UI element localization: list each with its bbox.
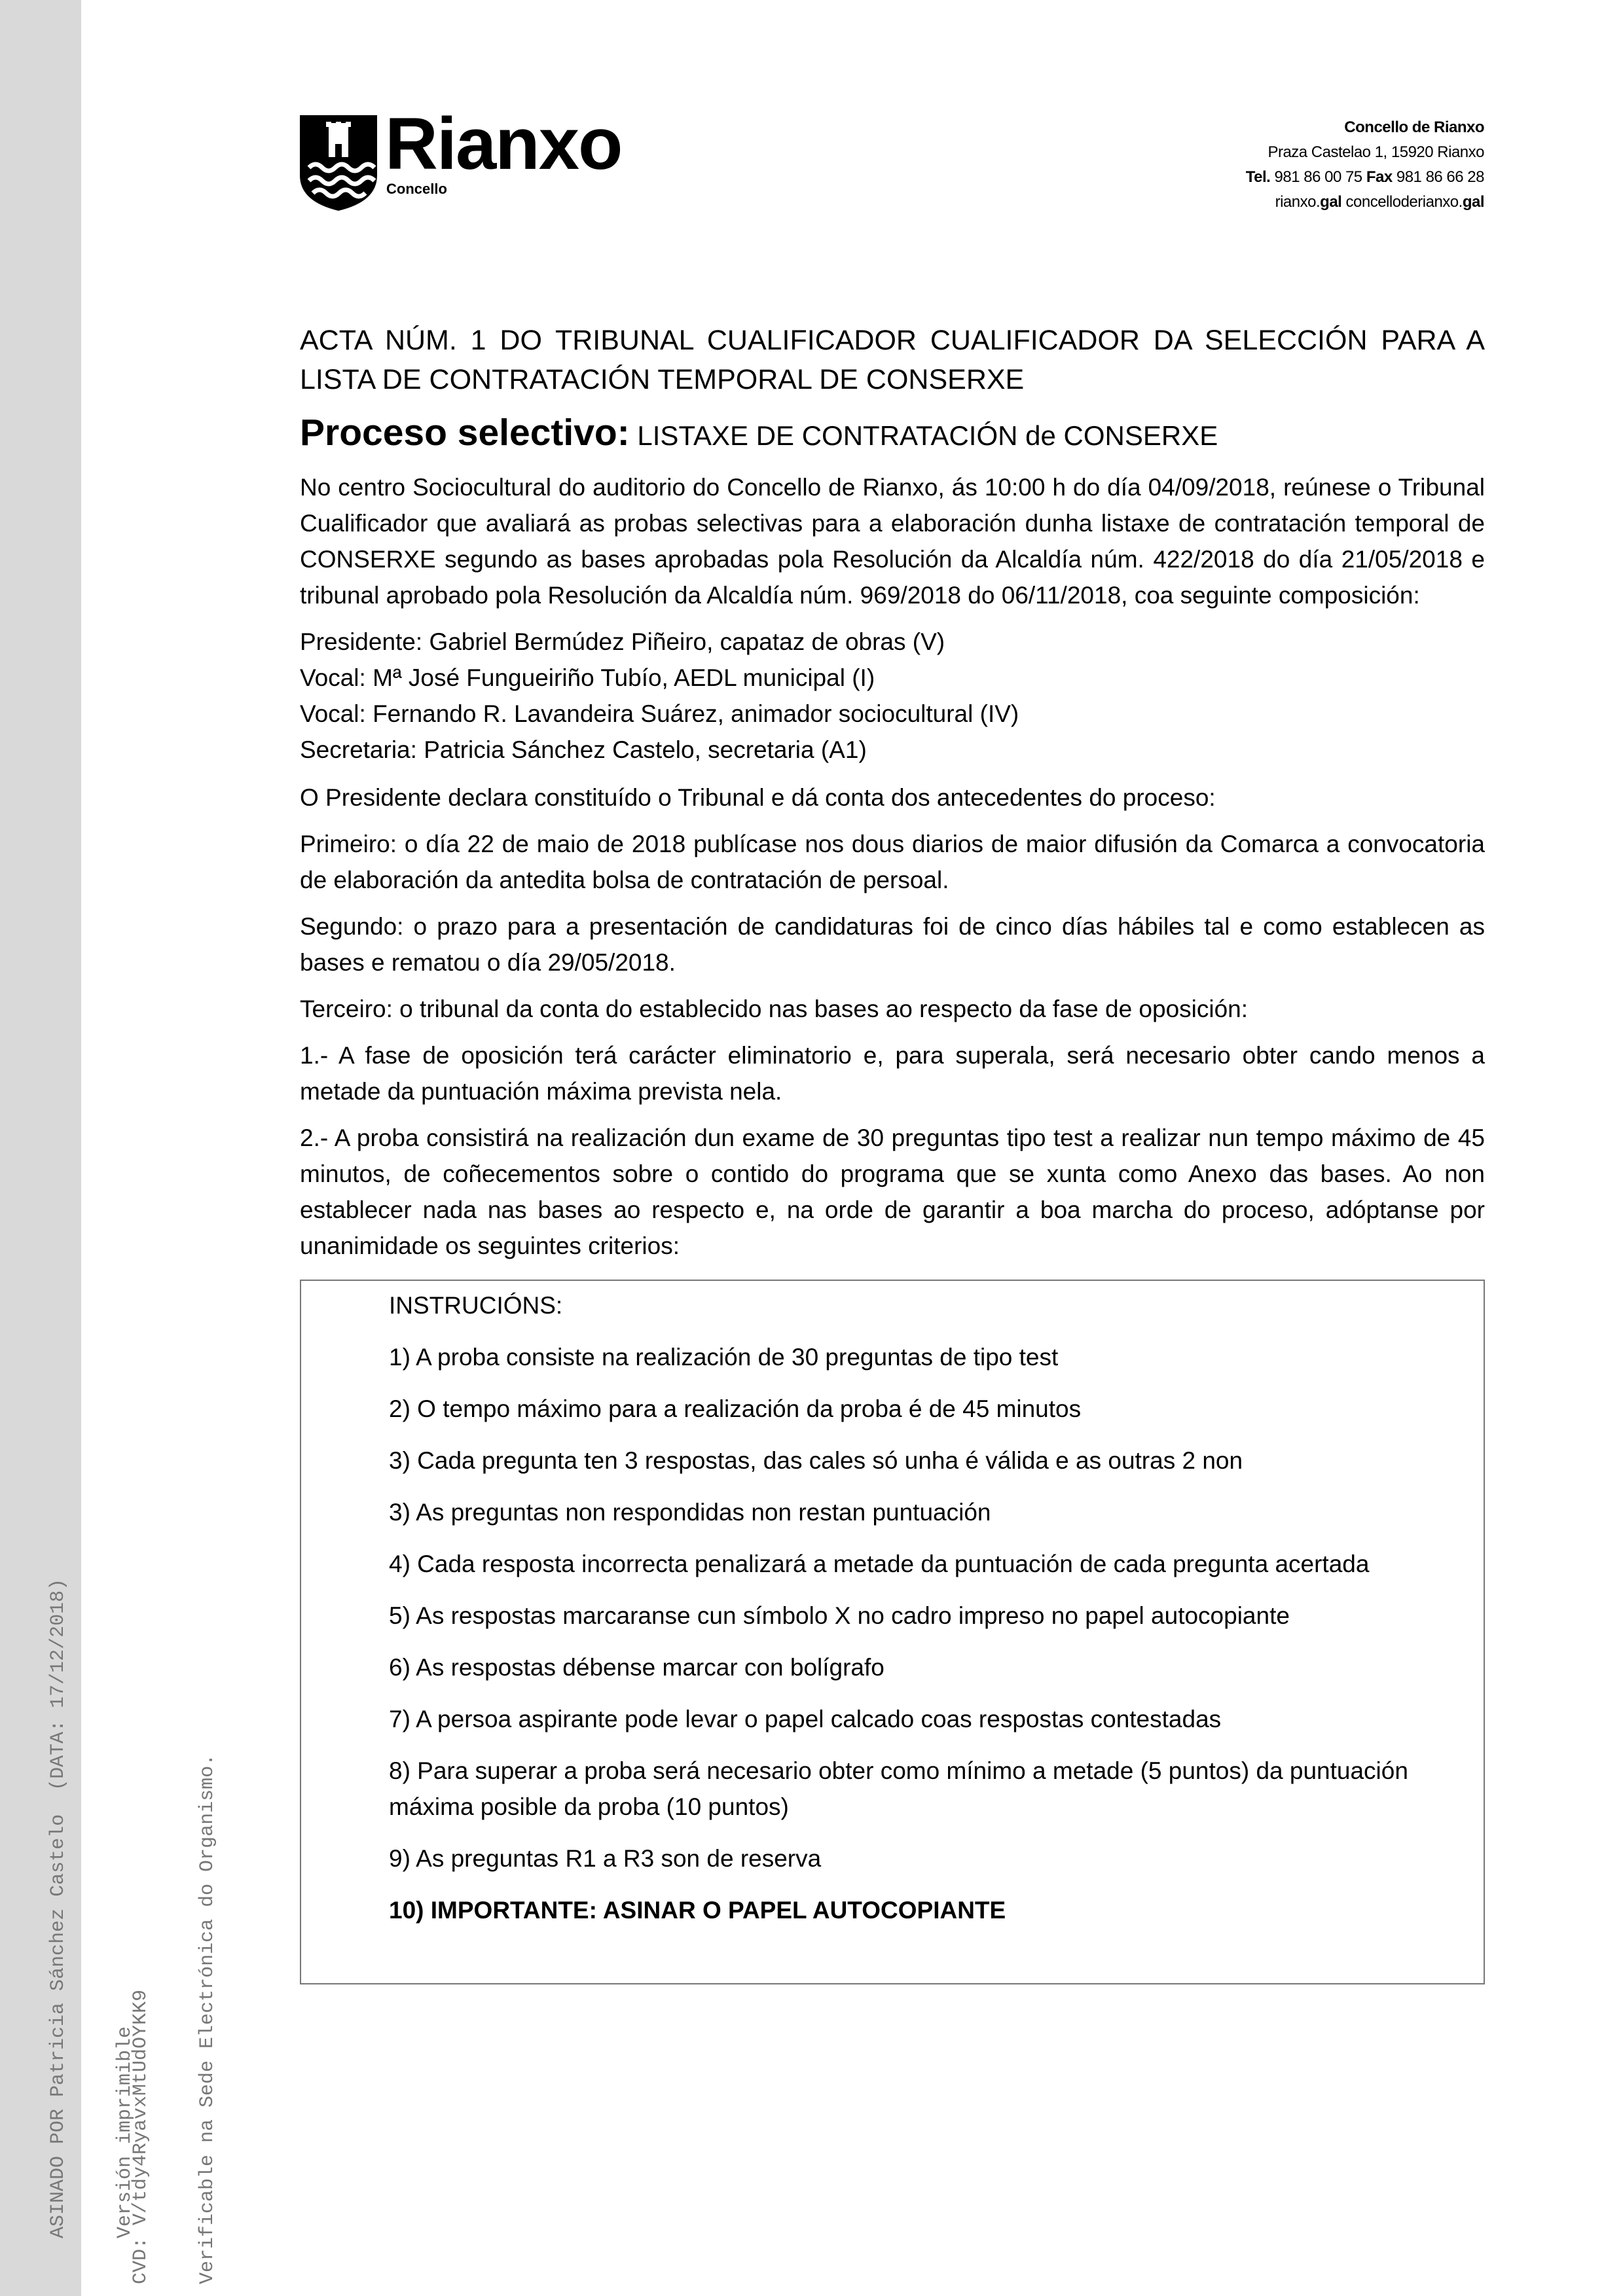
process-label: Proceso selectivo: bbox=[300, 412, 630, 454]
third-paragraph: Terceiro: o tribunal da conta do establecido nas bases ao respecto da fase de oposición: bbox=[300, 996, 1249, 1022]
signature-sidebar bbox=[0, 0, 219, 2296]
websites bbox=[1246, 190, 1484, 215]
instruction-item: 8) Para superar a proba será necesario obter como mínimo a metade (5 puntos) da puntuación máxima posible da proba (10 puntos) bbox=[389, 1757, 1408, 1820]
instruction-important: 10) IMPORTANTE: ASINAR O PAPEL AUTOCOPIANTE bbox=[389, 1897, 1006, 1924]
cvd-line: CVD: V/tdy4RyavxMtUdOYKK9 bbox=[130, 1989, 152, 2284]
instruction-item: 7) A persoa aspirante pode levar o papel calcado coas respostas contestadas bbox=[389, 1706, 1222, 1732]
logo-wordmark: Rianxo bbox=[385, 103, 622, 185]
website-2-tld[interactable]: gal bbox=[1462, 193, 1484, 211]
rianxo-logo bbox=[300, 103, 622, 211]
member-secretary: Secretaria: Patricia Sánchez Castelo, secretaria (A1) bbox=[300, 736, 867, 763]
website-1-tld[interactable]: gal bbox=[1320, 193, 1342, 211]
website-2[interactable]: concelloderianxo. bbox=[1345, 193, 1463, 211]
institution-street: Praza Castelao 1, 15920 Rianxo bbox=[1267, 143, 1484, 161]
instructions-box bbox=[300, 1280, 1485, 1984]
instruction-item: 1) A proba consiste na realización de 30 preguntas de tipo test bbox=[389, 1344, 1059, 1371]
document-body bbox=[300, 321, 1485, 1984]
point-2-paragraph: 2.- A proba consistirá na realización dun exame de 30 preguntas tipo test a realizar nun tempo máximo de 45 minutos, de coñecementos sobre o contido do programa que se xunta como Anexo das bases. Ao non establecer nada nas bases ao respecto e, na orde de garantir a boa marcha do proceso, adóptanse por unanimidade os seguintes criterios: bbox=[300, 1124, 1485, 1259]
instruction-item: 6) As respostas débense marcar con bolígrafo bbox=[389, 1654, 884, 1681]
member-president: Presidente: Gabriel Bermúdez Piñeiro, capataz de obras (V) bbox=[300, 628, 945, 655]
institution-address bbox=[1246, 115, 1484, 215]
instruction-item: 3) As preguntas non respondidas non restan puntuación bbox=[389, 1499, 991, 1526]
website-1[interactable]: rianxo. bbox=[1275, 193, 1321, 211]
instructions-heading: INSTRUCIÓNS: bbox=[389, 1292, 563, 1319]
fax-label: Fax bbox=[1366, 168, 1393, 186]
member-vocal-1: Vocal: Mª José Fungueiriño Tubío, AEDL municipal (I) bbox=[300, 664, 875, 691]
printable-line: Versión imprimible bbox=[114, 2026, 136, 2238]
tel-label: Tel. bbox=[1245, 168, 1271, 186]
process-value: LISTAXE DE CONTRATACIÓN de CONSERXE bbox=[637, 420, 1218, 451]
instruction-item: 5) As respostas marcaranse cun símbolo X no cadro impreso no papel autocopiante bbox=[389, 1602, 1290, 1629]
shield-icon bbox=[300, 115, 377, 211]
tribunal-members bbox=[300, 624, 1485, 768]
verification-text bbox=[85, 1754, 263, 2284]
first-paragraph: Primeiro: o día 22 de maio de 2018 publícase nos dous diarios de maior difusión da Comarca a convocatoria de elaboración da antedita bolsa de contratación de persoal. bbox=[300, 831, 1485, 893]
signature-line: ASINADO POR Patricia Sánchez Castelo (DATA: 17/12/2018) bbox=[47, 1578, 69, 2238]
institution-name: Concello de Rianxo bbox=[1344, 118, 1484, 136]
intro-paragraph: No centro Sociocultural do auditorio do Concello de Rianxo, ás 10:00 h do día 04/09/2018, reúnese o Tribunal Cualificador que avaliará as probas selectivas para a elaboración dunha listaxe de contratación temporal de CONSERXE segundo as bases aprobadas pola Resolución da Alcaldía núm. 422/2018 do día 21/05/2018 e tribunal aprobado pola Resolución da Alcaldía núm. 969/2018 do 06/11/2018, coa seguinte composición: bbox=[300, 474, 1485, 609]
member-vocal-2: Vocal: Fernando R. Lavandeira Suárez, animador sociocultural (IV) bbox=[300, 700, 1019, 727]
tel-number: 981 86 00 75 bbox=[1274, 168, 1362, 186]
instruction-item: 3) Cada pregunta ten 3 respostas, das cales só unha é válida e as outras 2 non bbox=[389, 1447, 1243, 1474]
fax-number: 981 86 66 28 bbox=[1396, 168, 1484, 186]
second-paragraph: Segundo: o prazo para a presentación de candidaturas foi de cinco días hábiles tal e como establecen as bases e rematou o día 29/05/2018. bbox=[300, 913, 1485, 976]
instruction-item: 2) O tempo máximo para a realización da proba é de 45 minutos bbox=[389, 1395, 1082, 1422]
verify-line: Verificable na Sede Electrónica do Organismo. bbox=[196, 1753, 219, 2284]
logo-subtitle: Concello bbox=[386, 181, 447, 197]
point-1-paragraph: 1.- A fase de oposición terá carácter eliminatorio e, para superala, será necesario obter cando menos a metade da puntuación máxima prevista nela. bbox=[300, 1042, 1485, 1105]
document-title: ACTA NÚM. 1 DO TRIBUNAL CUALIFICADOR CUALIFICADOR DA SELECCIÓN PARA A LISTA DE CONTRATACIÓN TEMPORAL DE CONSERXE bbox=[300, 325, 1485, 395]
process-heading bbox=[300, 410, 1485, 459]
declaration-paragraph: O Presidente declara constituído o Tribunal e dá conta dos antecedentes do proceso: bbox=[300, 784, 1216, 811]
instruction-item: 4) Cada resposta incorrecta penalizará a metade da puntuación de cada pregunta acertada bbox=[389, 1551, 1370, 1577]
contact-phones bbox=[1246, 165, 1484, 190]
instruction-item: 9) As preguntas R1 a R3 son de reserva bbox=[389, 1845, 822, 1872]
